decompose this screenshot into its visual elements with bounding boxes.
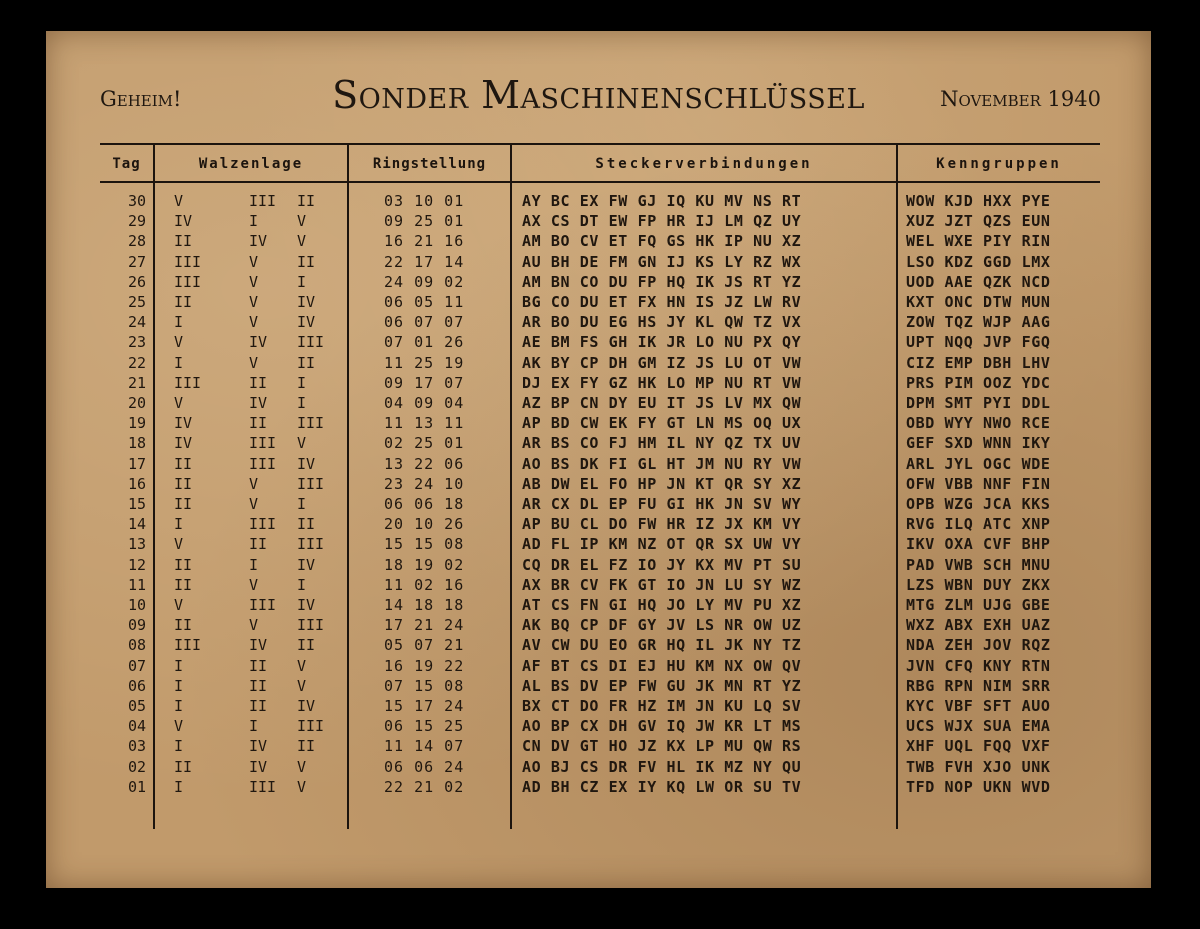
walzen-cell-3: IV	[297, 555, 316, 574]
walzen-cell-3: I	[297, 495, 307, 513]
walzen-cell-3: II	[297, 353, 316, 372]
steckerverbindungen-cell: AX CS DT EW FP HR IJ LM QZ UY	[522, 212, 802, 231]
table-row	[46, 272, 1151, 292]
ringstellung-cell: 02 25 01	[384, 434, 465, 453]
walzen-cell-2: V	[249, 616, 259, 635]
walzen-cell-3: III	[297, 414, 325, 433]
kenngruppen-cell: XUZ JZT QZS EUN	[906, 212, 1051, 231]
walzen-cell-2: II	[249, 656, 268, 675]
ringstellung-cell: 11 02 16	[384, 575, 465, 594]
kenngruppen-cell: PAD VWB SCH MNU	[906, 555, 1051, 574]
walzen-cell-1: IV	[174, 414, 193, 433]
walzen-cell-2: III	[249, 777, 277, 796]
table-top-rule	[100, 143, 1100, 145]
kenngruppen-cell: GEF SXD WNN IKY	[906, 434, 1051, 453]
steckerverbindungen-cell: AR BO DU EG HS JY KL QW TZ VX	[522, 313, 802, 332]
walzen-cell-2: I	[249, 212, 259, 231]
walzen-cell-1: III	[174, 373, 202, 392]
table-row	[46, 474, 1151, 494]
walzen-cell-3: III	[297, 717, 325, 736]
steckerverbindungen-cell: AK BQ CP DF GY JV LS NR OW UZ	[522, 616, 802, 635]
kenngruppen-cell: JVN CFQ KNY RTN	[906, 656, 1051, 675]
walzen-cell-1: II	[174, 454, 193, 473]
ringstellung-cell: 16 21 16	[384, 232, 465, 251]
ringstellung-cell: 11 13 11	[384, 414, 465, 433]
walzen-cell-1: I	[174, 676, 184, 695]
walzen-cell-3: IV	[297, 697, 316, 715]
steckerverbindungen-cell: AY BC EX FW GJ IQ KU MV NS RT	[522, 192, 802, 210]
table-row	[46, 433, 1151, 453]
kenngruppen-cell: ZOW TQZ WJP AAG	[906, 313, 1051, 332]
walzen-cell-3: I	[297, 373, 307, 392]
walzen-cell-2: V	[249, 272, 259, 291]
day-cell: 24	[127, 313, 146, 332]
walzen-cell-2: V	[249, 252, 259, 271]
walzen-cell-3: V	[297, 232, 307, 251]
walzen-cell-1: III	[174, 636, 202, 655]
day-cell: 10	[127, 596, 146, 614]
day-cell: 26	[127, 272, 146, 291]
ringstellung-cell: 20 10 26	[384, 515, 465, 534]
day-cell: 11	[127, 575, 146, 594]
walzen-cell-2: II	[249, 676, 268, 695]
table-row	[46, 696, 1151, 716]
sheet-date: November 1940	[940, 87, 1101, 111]
walzen-cell-1: II	[174, 474, 193, 493]
walzen-cell-2: IV	[249, 394, 268, 412]
table-row	[46, 635, 1151, 655]
steckerverbindungen-cell: AP BD CW EK FY GT LN MS OQ UX	[522, 414, 802, 433]
walzen-cell-1: III	[174, 252, 202, 271]
walzen-cell-1: I	[174, 656, 184, 675]
walzen-cell-3: III	[297, 535, 325, 554]
walzen-cell-1: II	[174, 616, 193, 635]
steckerverbindungen-cell: AD FL IP KM NZ OT QR SX UW VY	[522, 535, 802, 554]
kenngruppen-cell: TWB FVH XJO UNK	[906, 757, 1051, 776]
walzen-cell-2: V	[249, 474, 259, 493]
walzen-cell-1: V	[174, 535, 184, 554]
table-row	[46, 231, 1151, 251]
steckerverbindungen-cell: CN DV GT HO JZ KX LP MU QW RS	[522, 737, 802, 756]
day-cell: 20	[127, 394, 146, 412]
steckerverbindungen-cell: AL BS DV EP FW GU JK MN RT YZ	[522, 676, 802, 695]
table-row	[46, 191, 1151, 211]
day-cell: 02	[127, 757, 146, 776]
walzen-cell-1: IV	[174, 212, 193, 231]
table-row	[46, 757, 1151, 777]
kenngruppen-cell: CIZ EMP DBH LHV	[906, 353, 1051, 372]
ringstellung-cell: 06 06 18	[384, 495, 465, 513]
ringstellung-cell: 15 17 24	[384, 697, 465, 715]
steckerverbindungen-cell: AB DW EL FO HP JN KT QR SY XZ	[522, 474, 802, 493]
table-row	[46, 292, 1151, 312]
day-cell: 27	[127, 252, 146, 271]
ringstellung-cell: 06 06 24	[384, 757, 465, 776]
walzen-cell-2: III	[249, 434, 277, 453]
ringstellung-cell: 06 07 07	[384, 313, 465, 332]
walzen-cell-3: V	[297, 757, 307, 776]
walzen-cell-1: V	[174, 394, 184, 412]
table-row	[46, 676, 1151, 696]
walzen-cell-2: IV	[249, 636, 268, 655]
classification-label: Geheim!	[100, 87, 182, 111]
kenngruppen-cell: WEL WXE PIY RIN	[906, 232, 1051, 251]
ringstellung-cell: 09 25 01	[384, 212, 465, 231]
table-row	[46, 373, 1151, 393]
walzen-cell-1: I	[174, 313, 184, 332]
walzen-cell-1: III	[174, 272, 202, 291]
table-row	[46, 454, 1151, 474]
day-cell: 22	[127, 353, 146, 372]
table-row	[46, 534, 1151, 554]
steckerverbindungen-cell: DJ EX FY GZ HK LO MP NU RT VW	[522, 373, 802, 392]
day-cell: 14	[127, 515, 146, 534]
walzen-cell-3: I	[297, 575, 307, 594]
table-row	[46, 514, 1151, 534]
day-cell: 07	[127, 656, 146, 675]
walzen-cell-3: IV	[297, 454, 316, 473]
kenngruppen-cell: OBD WYY NWO RCE	[906, 414, 1051, 433]
walzen-cell-1: II	[174, 555, 193, 574]
walzen-cell-2: II	[249, 535, 268, 554]
table-row	[46, 555, 1151, 575]
walzen-cell-2: III	[249, 192, 277, 210]
walzen-cell-3: I	[297, 272, 307, 291]
kenngruppen-cell: PRS PIM OOZ YDC	[906, 373, 1051, 392]
walzen-cell-2: I	[249, 555, 259, 574]
ringstellung-cell: 16 19 22	[384, 656, 465, 675]
kenngruppen-cell: XHF UQL FQQ VXF	[906, 737, 1051, 756]
walzen-cell-3: V	[297, 777, 307, 796]
kenngruppen-cell: WOW KJD HXX PYE	[906, 192, 1051, 210]
kenngruppen-cell: LZS WBN DUY ZKX	[906, 575, 1051, 594]
walzen-cell-3: III	[297, 474, 325, 493]
walzen-cell-2: V	[249, 575, 259, 594]
walzen-cell-2: V	[249, 293, 259, 311]
day-cell: 28	[127, 232, 146, 251]
steckerverbindungen-cell: AV CW DU EO GR HQ IL JK NY TZ	[522, 636, 802, 655]
steckerverbindungen-cell: AD BH CZ EX IY KQ LW OR SU TV	[522, 777, 802, 796]
ringstellung-cell: 22 17 14	[384, 252, 465, 271]
walzen-cell-1: IV	[174, 434, 193, 453]
walzen-cell-1: V	[174, 192, 184, 210]
walzen-cell-1: I	[174, 777, 184, 796]
walzen-cell-3: V	[297, 676, 307, 695]
walzen-cell-2: III	[249, 454, 277, 473]
walzen-cell-3: III	[297, 333, 325, 352]
steckerverbindungen-cell: BX CT DO FR HZ IM JN KU LQ SV	[522, 697, 802, 715]
walzen-cell-3: II	[297, 192, 316, 210]
day-cell: 30	[127, 192, 146, 210]
day-cell: 16	[127, 474, 146, 493]
table-row	[46, 595, 1151, 615]
walzen-cell-3: V	[297, 434, 307, 453]
steckerverbindungen-cell: AZ BP CN DY EU IT JS LV MX QW	[522, 394, 802, 412]
ringstellung-cell: 06 15 25	[384, 717, 465, 736]
day-cell: 21	[127, 373, 146, 392]
steckerverbindungen-cell: AR BS CO FJ HM IL NY QZ TX UV	[522, 434, 802, 453]
walzen-cell-2: II	[249, 414, 268, 433]
table-row	[46, 211, 1151, 231]
ringstellung-cell: 17 21 24	[384, 616, 465, 635]
day-cell: 12	[127, 555, 146, 574]
walzen-cell-1: I	[174, 697, 184, 715]
steckerverbindungen-cell: AM BN CO DU FP HQ IK JS RT YZ	[522, 272, 802, 291]
ringstellung-cell: 07 01 26	[384, 333, 465, 352]
steckerverbindungen-cell: AR CX DL EP FU GI HK JN SV WY	[522, 495, 802, 513]
column-header-walzenlage: Walzenlage	[198, 156, 304, 172]
walzen-cell-3: V	[297, 656, 307, 675]
walzen-cell-1: II	[174, 232, 193, 251]
walzen-cell-1: II	[174, 293, 193, 311]
walzen-cell-1: I	[174, 353, 184, 372]
column-header-tag: Tag	[112, 156, 141, 172]
day-cell: 23	[127, 333, 146, 352]
ringstellung-cell: 05 07 21	[384, 636, 465, 655]
table-row	[46, 777, 1151, 797]
table-row	[46, 615, 1151, 635]
ringstellung-cell: 04 09 04	[384, 394, 465, 412]
walzen-cell-2: IV	[249, 232, 268, 251]
day-cell: 19	[127, 414, 146, 433]
table-row	[46, 393, 1151, 413]
kenngruppen-cell: KYC VBF SFT AUO	[906, 697, 1051, 715]
walzen-cell-3: I	[297, 394, 307, 412]
ringstellung-cell: 15 15 08	[384, 535, 465, 554]
walzen-cell-3: V	[297, 212, 307, 231]
column-header-ringstellung: Ringstellung	[372, 156, 487, 172]
day-cell: 05	[127, 697, 146, 715]
ringstellung-cell: 23 24 10	[384, 474, 465, 493]
day-cell: 06	[127, 676, 146, 695]
table-row	[46, 494, 1151, 514]
kenngruppen-cell: LSO KDZ GGD LMX	[906, 252, 1051, 271]
kenngruppen-cell: RBG RPN NIM SRR	[906, 676, 1051, 695]
steckerverbindungen-cell: AO BJ CS DR FV HL IK MZ NY QU	[522, 757, 802, 776]
steckerverbindungen-cell: AE BM FS GH IK JR LO NU PX QY	[522, 333, 802, 352]
ringstellung-cell: 07 15 08	[384, 676, 465, 695]
walzen-cell-1: V	[174, 717, 184, 736]
day-cell: 15	[127, 495, 146, 513]
walzen-cell-1: V	[174, 596, 184, 614]
key-sheet	[46, 31, 1151, 888]
steckerverbindungen-cell: CQ DR EL FZ IO JY KX MV PT SU	[522, 555, 802, 574]
walzen-cell-3: II	[297, 515, 316, 534]
kenngruppen-cell: KXT ONC DTW MUN	[906, 293, 1051, 311]
table-row	[46, 413, 1151, 433]
walzen-cell-2: V	[249, 353, 259, 372]
ringstellung-cell: 13 22 06	[384, 454, 465, 473]
walzen-cell-2: IV	[249, 737, 268, 756]
kenngruppen-cell: MTG ZLM UJG GBE	[906, 596, 1051, 614]
header-bottom-rule	[100, 181, 1100, 183]
ringstellung-cell: 09 17 07	[384, 373, 465, 392]
walzen-cell-2: II	[249, 697, 268, 715]
walzen-cell-1: I	[174, 737, 184, 756]
walzen-cell-3: II	[297, 252, 316, 271]
steckerverbindungen-cell: AP BU CL DO FW HR IZ JX KM VY	[522, 515, 802, 534]
kenngruppen-cell: NDA ZEH JOV RQZ	[906, 636, 1051, 655]
steckerverbindungen-cell: AX BR CV FK GT IO JN LU SY WZ	[522, 575, 802, 594]
walzen-cell-2: I	[249, 717, 259, 736]
table-row	[46, 353, 1151, 373]
steckerverbindungen-cell: AT CS FN GI HQ JO LY MV PU XZ	[522, 596, 802, 614]
table-row	[46, 736, 1151, 756]
table-row	[46, 656, 1151, 676]
kenngruppen-cell: UPT NQQ JVP FGQ	[906, 333, 1051, 352]
walzen-cell-2: V	[249, 495, 259, 513]
ringstellung-cell: 06 05 11	[384, 293, 465, 311]
walzen-cell-2: IV	[249, 757, 268, 776]
day-cell: 01	[127, 777, 146, 796]
walzen-cell-1: I	[174, 515, 184, 534]
ringstellung-cell: 03 10 01	[384, 192, 465, 210]
day-cell: 03	[127, 737, 146, 756]
column-header-kenngruppen: Kenngruppen	[936, 156, 1062, 172]
day-cell: 17	[127, 454, 146, 473]
ringstellung-cell: 11 25 19	[384, 353, 465, 372]
day-cell: 25	[127, 293, 146, 311]
kenngruppen-cell: IKV OXA CVF BHP	[906, 535, 1051, 554]
ringstellung-cell: 11 14 07	[384, 737, 465, 756]
table-row	[46, 252, 1151, 272]
day-cell: 09	[127, 616, 146, 635]
steckerverbindungen-cell: BG CO DU ET FX HN IS JZ LW RV	[522, 293, 802, 311]
ringstellung-cell: 24 09 02	[384, 272, 465, 291]
kenngruppen-cell: OPB WZG JCA KKS	[906, 495, 1051, 513]
walzen-cell-2: V	[249, 313, 259, 332]
table-row	[46, 575, 1151, 595]
sheet-title: Sonder Maschinenschlüssel	[332, 73, 865, 117]
walzen-cell-1: II	[174, 575, 193, 594]
day-cell: 04	[127, 717, 146, 736]
ringstellung-cell: 22 21 02	[384, 777, 465, 796]
walzen-cell-3: III	[297, 616, 325, 635]
steckerverbindungen-cell: AF BT CS DI EJ HU KM NX OW QV	[522, 656, 802, 675]
table-row	[46, 312, 1151, 332]
walzen-cell-1: II	[174, 495, 193, 513]
steckerverbindungen-cell: AO BS DK FI GL HT JM NU RY VW	[522, 454, 802, 473]
walzen-cell-2: III	[249, 596, 277, 614]
day-cell: 13	[127, 535, 146, 554]
walzen-cell-2: IV	[249, 333, 268, 352]
walzen-cell-2: III	[249, 515, 277, 534]
walzen-cell-3: II	[297, 636, 316, 655]
ringstellung-cell: 14 18 18	[384, 596, 465, 614]
steckerverbindungen-cell: AK BY CP DH GM IZ JS LU OT VW	[522, 353, 802, 372]
walzen-cell-1: II	[174, 757, 193, 776]
day-cell: 18	[127, 434, 146, 453]
table-row	[46, 716, 1151, 736]
steckerverbindungen-cell: AM BO CV ET FQ GS HK IP NU XZ	[522, 232, 802, 251]
steckerverbindungen-cell: AO BP CX DH GV IQ JW KR LT MS	[522, 717, 802, 736]
kenngruppen-cell: UCS WJX SUA EMA	[906, 717, 1051, 736]
kenngruppen-cell: WXZ ABX EXH UAZ	[906, 616, 1051, 635]
walzen-cell-3: II	[297, 737, 316, 756]
day-cell: 08	[127, 636, 146, 655]
kenngruppen-cell: DPM SMT PYI DDL	[906, 394, 1051, 412]
walzen-cell-3: IV	[297, 313, 316, 332]
table-row	[46, 332, 1151, 352]
kenngruppen-cell: RVG ILQ ATC XNP	[906, 515, 1051, 534]
day-cell: 29	[127, 212, 146, 231]
walzen-cell-3: IV	[297, 596, 316, 614]
walzen-cell-2: II	[249, 373, 268, 392]
steckerverbindungen-cell: AU BH DE FM GN IJ KS LY RZ WX	[522, 252, 802, 271]
kenngruppen-cell: TFD NOP UKN WVD	[906, 777, 1051, 796]
walzen-cell-1: V	[174, 333, 184, 352]
kenngruppen-cell: UOD AAE QZK NCD	[906, 272, 1051, 291]
ringstellung-cell: 18 19 02	[384, 555, 465, 574]
column-header-steckerverbindungen: Steckerverbindungen	[595, 156, 813, 172]
walzen-cell-3: IV	[297, 293, 316, 311]
kenngruppen-cell: OFW VBB NNF FIN	[906, 474, 1051, 493]
kenngruppen-cell: ARL JYL OGC WDE	[906, 454, 1051, 473]
